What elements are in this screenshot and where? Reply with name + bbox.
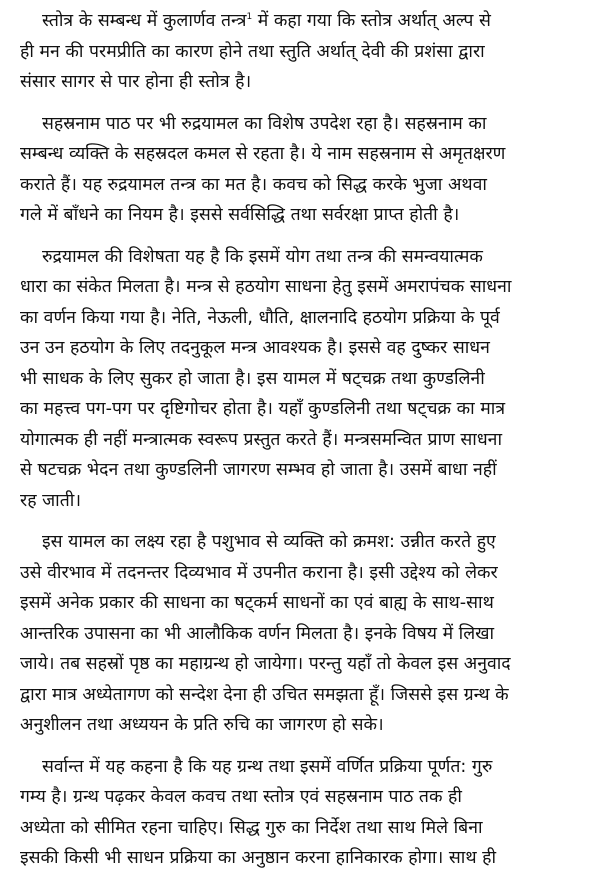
- text-line: का वर्णन किया गया है। नेति, नेऊली, धौति, क्षालनादि हठयोग प्रक्रिया के पूर्व: [20, 307, 500, 328]
- footnote-marker: 1: [246, 12, 253, 23]
- text-segment: स्तोत्र के सम्बन्ध में कुलार्णव तन्त्र: [42, 11, 247, 31]
- text-line: का महत्त्व पग-पग पर दृष्टिगोचर होता है। यहाँ कुण्डलिनी तथा षट्चक्र का मात्र: [20, 399, 506, 419]
- text-line: रह जाती।: [20, 490, 81, 511]
- text-line: गम्य है। ग्रन्थ पढ़कर केवल कवच तथा स्तोत्र एवं सहस्रनाम पाठ तक ही: [20, 787, 462, 807]
- text-line: उन उन हठयोग के लिए तदनुकूल मन्त्र आवश्यक है। इससे वह दुष्कर साधन: [20, 338, 490, 358]
- paragraph-rudrayamala: [20, 242, 582, 517]
- text-line: सहस्रनाम पाठ पर भी रुद्रयामल का विशेष उपदेश रहा है। सहस्रनाम का: [42, 113, 487, 134]
- text-line: कराते हैं। यह रुद्रयामल तन्त्र का मत है। कवच को सिद्ध करके भुजा अथवा: [20, 174, 487, 195]
- text-line: उसे वीरभाव में तदनन्तर दिव्यभाव में उपनीत कराना है। इसी उद्देश्य को लेकर: [20, 562, 498, 583]
- text-line: से षटचक्र भेदन तथा कुण्डलिनी जागरण सम्भव हो जाता है। उसमें बाधा नहीं: [20, 460, 497, 480]
- text-line: भी साधक के लिए सुकर हो जाता है। इस यामल में षट्चक्र तथा कुण्डलिनी: [20, 368, 485, 389]
- paragraph-stotra: [20, 6, 582, 98]
- text-line: सर्वान्त में यह कहना है कि यह ग्रन्थ तथा इसमें वर्णित प्रक्रिया पूर्णत: गुरु: [42, 756, 493, 777]
- text-line: ही मन की परमप्रीति का कारण होने तथा स्तुति अर्थात् देवी की प्रशंसा द्वारा: [20, 41, 485, 62]
- text-line: आन्तरिक उपासना का भी आलौकिक वर्णन मिलता है। इनके विषय में लिखा: [20, 623, 495, 644]
- text-line: अध्येता को सीमित रहना चाहिए। सिद्ध गुरु का निर्देश तथा साथ मिले बिना: [20, 817, 483, 838]
- paragraph-sahasranama: [20, 109, 582, 231]
- text-line: सम्बन्ध व्यक्ति के सहस्रदल कमल से रहता है। ये नाम सहस्रनाम से अमृतक्षरण: [20, 144, 506, 164]
- text-line: द्वारा मात्र अध्येतागण को सन्देश देना ही उचित समझता हूँ। जिससे इस ग्रन्थ के: [20, 684, 509, 705]
- paragraph-conclusion: [20, 752, 582, 874]
- text-line: अनुशीलन तथा अध्ययन के प्रति रुचि का जागरण हो सके।: [20, 715, 384, 735]
- text-segment: में कहा गया कि स्तोत्र अर्थात् अल्प से: [252, 11, 491, 31]
- text-line: इस यामल का लक्ष्य रहा है पशुभाव से व्यक्ति को क्रमश: उन्नीत करते हुए: [42, 532, 496, 552]
- paragraph-yamala-goal: [20, 527, 582, 741]
- text-line: [20, 6, 582, 37]
- text-line: जाये। तब सहस्रों पृष्ठ का महाग्रन्थ हो जायेगा। परन्तु यहाँ तो केवल इस अनुवाद: [20, 654, 511, 674]
- text-line: इसमें अनेक प्रकार की साधना का षट्कर्म साधनों का एवं बाह्य के साथ-साथ: [20, 593, 494, 613]
- text-line: धारा का संकेत मिलता है। मन्त्र से हठयोग साधना हेतु इसमें अमरापंचक साधना: [20, 277, 512, 297]
- text-line: गले में बाँधने का नियम है। इससे सर्वसिद्धि तथा सर्वरक्षा प्राप्त होती है।: [20, 205, 460, 225]
- text-line: इसकी किसी भी साधन प्रक्रिया का अनुष्ठान करना हानिकारक होगा। साथ ही: [20, 848, 497, 868]
- text-line: योगात्मक ही नहीं मन्त्रात्मक स्वरूप प्रस्तुत करते हैं। मन्त्रसमन्वित प्राण साधना: [20, 429, 502, 450]
- text-line: संसार सागर से पार होना ही स्तोत्र है।: [20, 72, 252, 92]
- text-line: रुद्रयामल की विशेषता यह है कि इसमें योग तथा तन्त्र की समन्वयात्मक: [42, 246, 483, 267]
